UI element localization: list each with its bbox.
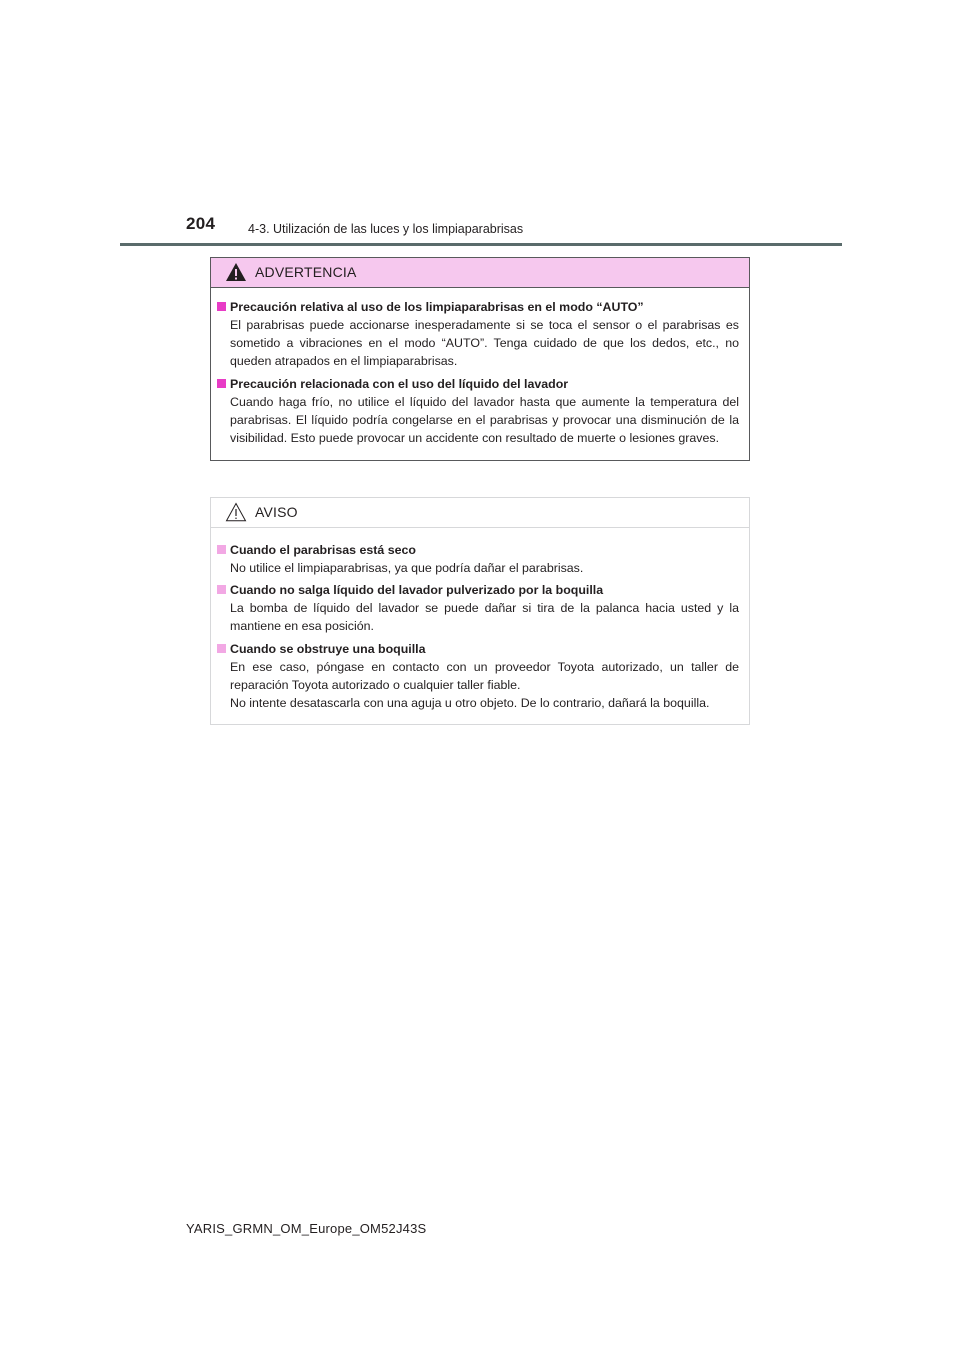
warning-box: [210, 257, 750, 461]
warning-item-title: [217, 298, 739, 316]
notice-item-title-text: Cuando el parabrisas está seco: [230, 543, 416, 557]
notice-box-body: [211, 528, 749, 724]
notice-item: [217, 581, 739, 635]
notice-item: [217, 640, 739, 713]
square-bullet-icon: [217, 302, 226, 311]
notice-item-text: No utilice el limpiaparabrisas, ya que podría dañar el parabrisas.: [230, 561, 584, 575]
warning-item: [217, 298, 739, 371]
square-bullet-icon: [217, 644, 226, 653]
square-bullet-icon: [217, 585, 226, 594]
notice-item-text: En ese caso, póngase en contacto con un proveedor Toyota autorizado, un taller de reparación Toyota autorizado o cualquier taller fiable.: [230, 659, 739, 692]
notice-label: AVISO: [255, 504, 298, 520]
header-rule: [120, 243, 842, 246]
notice-item-title: [217, 541, 739, 559]
notice-box-header: [211, 498, 749, 528]
page-number: 204: [186, 214, 216, 233]
square-bullet-icon: [217, 379, 226, 388]
warning-item-title: [217, 375, 739, 393]
warning-triangle-icon: [225, 262, 247, 282]
notice-item-title-text: Cuando se obstruye una boquilla: [230, 641, 426, 656]
warning-item-title-text: Precaución relativa al uso de los limpiaparabrisas en el modo “AUTO”: [230, 300, 644, 314]
warning-box-body: [211, 288, 749, 460]
caution-triangle-outline-icon: [225, 502, 247, 522]
notice-item-title-text: Cuando no salga líquido del lavador pulverizado por la boquilla: [230, 583, 604, 598]
warning-label: ADVERTENCIA: [255, 264, 357, 280]
notice-item-text: La bomba de líquido del lavador se puede dañar si tira de la palanca hacia usted y la mantiene en esa posición.: [230, 601, 739, 634]
warning-item-title-text: Precaución relacionada con el uso del líquido del lavador: [230, 376, 569, 391]
notice-item-title: [217, 581, 739, 599]
warning-item-text: El parabrisas puede accionarse inesperadamente si se toca el sensor o el parabrisas es sometido a vibraciones en el modo “AUTO”. Tenga cuidado de que los dedos, etc., no queden atrapados en el limpiaparabrisas.: [230, 318, 739, 369]
notice-item-title: [217, 640, 739, 658]
footer-doc-code: YARIS_GRMN_OM_Europe_OM52J43S: [186, 1221, 427, 1236]
warning-item: [217, 375, 739, 448]
warning-item-text: Cuando haga frío, no utilice el líquido del lavador hasta que aumente la temperatura del parabrisas. El líquido podría congelarse en el parabrisas y provocar una disminución de la visibilidad. Esto puede provocar un accidente con resultado de muerte o lesiones graves.: [230, 394, 739, 446]
square-bullet-icon: [217, 545, 226, 554]
section-title: 4-3. Utilización de las luces y los limpiaparabrisas: [248, 222, 524, 236]
notice-box: [210, 497, 750, 725]
warning-box-header: [211, 258, 749, 288]
notice-item-text: No intente desatascarla con una aguja u otro objeto. De lo contrario, dañará la boquilla.: [230, 696, 710, 711]
notice-item: [217, 541, 739, 577]
